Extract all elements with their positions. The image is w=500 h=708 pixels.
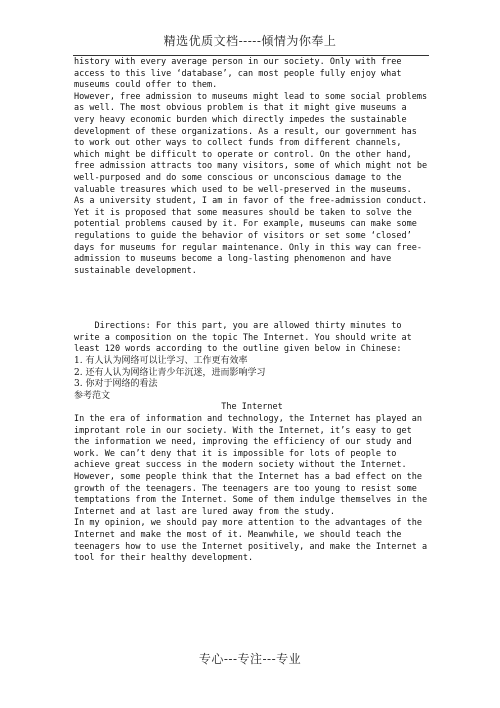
text-line: which might be difficult to operate or control. On the other hand, <box>74 149 412 160</box>
outline-item: 2. 还有人认为网络让青少年沉迷，进而影响学习 <box>74 367 266 378</box>
outline-list <box>74 356 430 402</box>
text-line: history with every average person in our society. Only with free <box>74 57 402 67</box>
outline-item: 3. 你对于网络的看法 <box>74 379 158 390</box>
essay-title: The Internet <box>221 402 283 413</box>
text-line: the information we need, improving the efficiency of our study and <box>74 437 412 448</box>
text-line: access to this live ‘database’, can most people fully enjoy what <box>74 68 402 79</box>
header-divider <box>73 55 429 56</box>
text-line: In my opinion, we should pay more attention to the advantages of the <box>74 518 422 529</box>
page-footer: 专心---专注---专业 <box>198 652 302 666</box>
directions-line: Directions: For this part, you are allowed thirty minutes to <box>74 321 402 332</box>
document-body <box>74 57 430 565</box>
text-line: tool for their healthy development. <box>74 553 254 564</box>
text-line: valuable treasures which used to be well-preserved in the museums. <box>74 184 412 195</box>
text-line: potential problems caused by it. For example, museums can make some <box>74 219 417 230</box>
text-line: development of these organizations. As a result, our government has <box>74 126 417 137</box>
directions-line: least 120 words according to the outline given below in Chinese: <box>74 344 402 355</box>
text-line: However, some people think that the Internet has a bad effect on the <box>74 472 422 482</box>
text-line: work. We can’t deny that it is impossible for lots of people to <box>74 448 397 459</box>
text-line: teenagers how to use the Internet positively, and make the Internet a <box>74 541 428 552</box>
directions-line: write a composition on the topic The Internet. You should write at <box>74 332 412 343</box>
text-line: sustainable development. <box>74 265 197 276</box>
essay-body <box>74 414 430 565</box>
text-line: as well. The most obvious problem is that it might give museums a <box>74 103 407 114</box>
text-line: well-purposed and do some conscious or unconscious damage to the <box>74 172 402 183</box>
text-line: admission to museums become a long-lasting phenomenon and have <box>74 254 392 265</box>
text-line: As a university student, I am in favor of the free-admission conduct. <box>74 196 428 207</box>
outline-item: 1. 有人认为网络可以让学习、工作更有效率 <box>74 356 248 367</box>
text-line: museums could offer to them. <box>74 80 218 91</box>
text-line: regulations to guide the behavior of visitors or set some ‘closed’ <box>74 230 412 241</box>
text-line: Yet it is proposed that some measures should be taken to solve the <box>74 207 412 218</box>
text-line: very heavy economic burden which directly impedes the sustainable <box>74 114 407 125</box>
sample-essay-label: 参考范文 <box>74 390 111 401</box>
text-line: Internet and make the most of it. Meanwhile, we should teach the <box>74 529 402 540</box>
text-line: growth of the teenagers. The teenagers are too young to resist some <box>74 483 417 494</box>
text-line: However, free admission to museums might lead to some social problems <box>74 91 428 102</box>
text-line: achieve great success in the modern society without the Internet. <box>74 460 407 471</box>
text-line: In the era of information and technology, the Internet has played an <box>74 414 422 425</box>
text-line: improtant role in our society. With the Internet, it’s easy to get <box>74 425 412 436</box>
text-line: Internet and at last are lured away from the study. <box>74 506 335 517</box>
directions-block <box>74 321 430 356</box>
text-line: temptations from the Internet. Some of them indulge themselves in the <box>74 495 428 506</box>
text-line: days for museums for regular maintenance. Only in this way can free- <box>74 242 422 253</box>
page-header: 精选优质文档-----倾情为你奉上 <box>163 34 337 48</box>
text-line: free admission attracts too many visitors, some of which might not be <box>74 161 428 172</box>
passage-museums <box>74 57 430 277</box>
text-line: to work out other ways to collect funds from different channels, <box>74 138 402 149</box>
